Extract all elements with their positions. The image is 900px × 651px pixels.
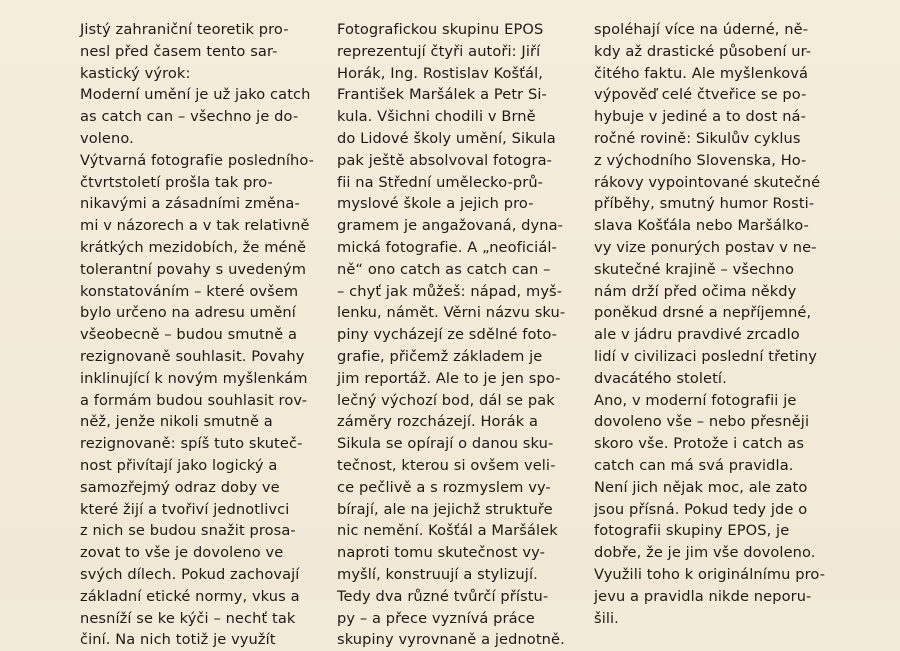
text-line: slava Košťála nebo Maršálko-	[594, 217, 809, 235]
text-line: – chyť jak můžeš: nápad, myš-	[337, 282, 563, 300]
text-line: poněkud drsné a nepříjemné,	[594, 304, 812, 322]
text-line: samozřejmý odraz doby ve	[80, 478, 280, 496]
text-line: Využili toho k originálnímu pro-	[594, 565, 826, 583]
text-line: voleno.	[80, 129, 134, 147]
text-line: lenku, námět. Věrni názvu sku-	[337, 304, 566, 322]
text-line: František Maršálek a Petr Si-	[337, 86, 547, 104]
text-line: rezignovaně: spíš tuto skuteč-	[80, 435, 303, 453]
text-line: grafie, přičemž základem je	[337, 347, 543, 365]
text-line: a formám budou souhlasit rov-	[80, 391, 308, 409]
text-line: šili.	[594, 609, 619, 627]
text-line: Jistý zahraniční teoretik pro-	[80, 21, 289, 38]
text-line: konstatováním – které ovšem	[80, 282, 299, 300]
text-line: hybuje v jediné a to dost ná-	[594, 108, 806, 126]
text-line: vy vize ponurých postav v ne-	[594, 238, 817, 256]
text-line: rákovy vypointované skutečné	[594, 173, 821, 191]
text-line: Tedy dva různé tvůrčí přístu-	[337, 587, 549, 605]
text-line: reprezentují čtyři autoři: Jiří	[337, 42, 541, 60]
text-line: naproti tomu skutečnost vy-	[337, 544, 545, 562]
text-line: spoléhají více na úderné, ně-	[594, 21, 809, 38]
text-line: Sikula se opírají o danou sku-	[337, 435, 554, 453]
text-line: Ano, v moderní fotografii je	[594, 391, 797, 409]
text-line: ně“ ono catch as catch can –	[337, 260, 551, 278]
text-line: ročné rovině: Sikulův cyklus	[594, 129, 801, 147]
text-line: ale v jádru pravdivé zrcadlo	[594, 326, 800, 344]
text-line: myšlí, konstruují a stylizují.	[337, 565, 538, 583]
text-line: dvacátého století.	[594, 369, 727, 387]
text-line: čtvrtstoletí prošla tak pro-	[80, 173, 273, 191]
text-line: py – a přece vyznívá práce	[337, 609, 535, 627]
text-column-1	[80, 19, 330, 651]
text-line: krátkých mezidobích, že méně	[80, 238, 307, 256]
text-line: fotografii skupiny EPOS, je	[594, 522, 790, 540]
text-line: kastický výrok:	[80, 64, 191, 82]
text-line: kdy až drastické působení ur-	[594, 42, 812, 60]
text-line: lidí v civilizaci poslední třetiny	[594, 347, 818, 365]
text-line: Výtvarná fotografie posledního-	[80, 151, 315, 169]
text-column-3	[594, 19, 852, 629]
text-line: jsou přísná. Pokud tedy jde o	[594, 500, 808, 518]
text-line: jevu a pravidla nikde neporu-	[594, 587, 812, 605]
text-line: z východního Slovenska, Ho-	[594, 151, 807, 169]
text-column-2	[337, 19, 587, 651]
text-line: tolerantní povahy s uvedeným	[80, 260, 307, 278]
text-line: Moderní umění je už jako catch	[80, 86, 311, 104]
text-line: piny vycházejí ze sdělné foto-	[337, 326, 558, 344]
text-line: Není jich nějak moc, ale zato	[594, 478, 808, 496]
text-line: zovat to vše je dovoleno ve	[80, 544, 284, 562]
text-line: základní etické normy, vkus a	[80, 587, 300, 605]
text-line: lečný výchozí bod, dál se pak	[337, 391, 555, 409]
text-line: pak ještě absolvoval fotogra-	[337, 151, 552, 169]
text-line: mi v názorech a v tak relativně	[80, 217, 310, 235]
text-line: bírají, ale na jejichž struktuře	[337, 500, 553, 518]
text-line: catch can má svá pravidla.	[594, 456, 794, 474]
text-line: ce pečlivě a s rozmyslem vy-	[337, 478, 551, 496]
text-line: dobře, že je jim vše dovoleno.	[594, 544, 816, 562]
text-line: fii na Střední umělecko-prů-	[337, 173, 544, 191]
text-line: do Lidové školy umění, Sikula	[337, 129, 556, 147]
text-line: dovoleno vše – nebo přesněji	[594, 413, 810, 431]
text-line: všeobecně – budou smutně a	[80, 326, 298, 344]
text-line: výpověď celé čtveřice se po-	[594, 86, 807, 104]
text-line: rezignovaně souhlasit. Povahy	[80, 347, 305, 365]
text-line: něž, jenže nikoli smutně a	[80, 413, 273, 431]
text-line: gramem je angažovaná, dyna-	[337, 217, 564, 235]
text-line: tečnost, kterou si ovšem veli-	[337, 456, 556, 474]
text-line: nám drží před očima někdy	[594, 282, 797, 300]
text-line: příběhy, smutný humor Rosti-	[594, 195, 815, 213]
text-line: skoro vše. Protože i catch as	[594, 435, 805, 453]
text-line: nost přivítají jako logický a	[80, 456, 278, 474]
text-line: záměry rozcházejí. Horák a	[337, 413, 539, 431]
text-line: inklinující k novým myšlenkám	[80, 369, 308, 387]
text-line: nikavými a zásadními změna-	[80, 195, 300, 213]
text-line: as catch can – všechno je do-	[80, 108, 299, 126]
text-line: čitého faktu. Ale myšlenková	[594, 64, 809, 82]
text-line: myslové škole a jejich pro-	[337, 195, 534, 213]
text-line: nesníží se ke kýči – nechť tak	[80, 609, 296, 627]
text-line: bylo určeno na adresu umění	[80, 304, 296, 322]
text-line: skutečné krajině – všechno	[594, 260, 795, 278]
text-line: které žijí a tvořiví jednotlivci	[80, 500, 290, 518]
text-line: svých dílech. Pokud zachovají	[80, 565, 300, 583]
text-line: nesl před časem tento sar-	[80, 42, 278, 60]
text-line: mická fotografie. A „neoficiál-	[337, 238, 557, 256]
text-line: skupiny vyrovnaně a jednotně.	[337, 631, 565, 649]
text-line: činí. Na nich totiž je využít	[80, 631, 276, 649]
text-line: kula. Všichni chodili v Brně	[337, 108, 536, 126]
text-line: nic nemění. Košťál a Maršálek	[337, 522, 558, 540]
text-line: Horák, Ing. Rostislav Košťál,	[337, 64, 543, 82]
text-line: z nich se budou snažit prosa-	[80, 522, 296, 540]
text-line: jim reportáž. Ale to je jen spo-	[337, 369, 561, 387]
text-line: Fotografickou skupinu EPOS	[337, 21, 544, 38]
